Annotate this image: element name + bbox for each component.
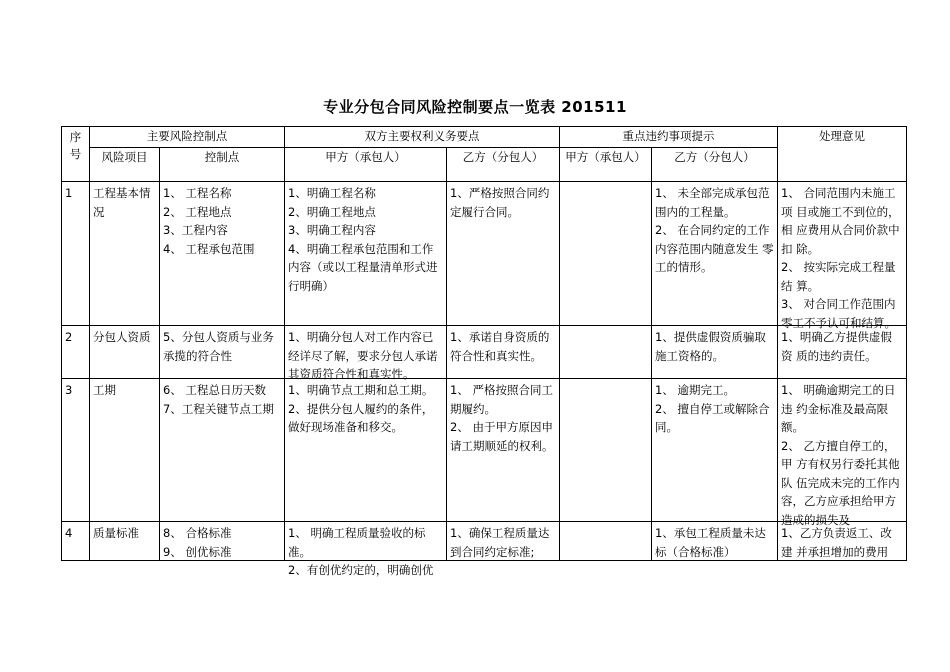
- table-row: [62, 522, 907, 561]
- opinion-cell: [778, 326, 907, 379]
- cell-line: 1、 合同范围内未施工项 目或施工不到位的，相 应费用从合同价款中扣 除。: [781, 186, 900, 256]
- cell-line: 1、 明确工程质量验收的标准。: [288, 526, 426, 559]
- cell-line: 2、 工程地点: [163, 204, 232, 219]
- risk-item-cell: [90, 182, 160, 326]
- header-main-risk-points: 主要风险控制点: [90, 127, 285, 148]
- cell-line: 2、 乙方擅自停工的，甲 方有权另行委托其他队 伍完成未完的工作内 容，乙方应承担给甲方 造成的损失及: [781, 438, 900, 527]
- cell-line: 1、乙方负责返工、改建 并承担增加的费用: [781, 526, 892, 559]
- risk-item-cell: [90, 326, 160, 379]
- party-b-cell: [447, 182, 560, 326]
- seq-cell: [62, 379, 90, 522]
- party-a-cell: [285, 182, 447, 326]
- party-a-cell: [285, 379, 447, 522]
- control-point-cell: [160, 379, 285, 522]
- risk-item-cell: [90, 522, 160, 561]
- table-row: [62, 379, 907, 522]
- party-b-cell: [447, 522, 560, 561]
- header-handling-opinion: 处理意见: [778, 127, 907, 182]
- cell-text: 工期: [93, 383, 116, 397]
- party-a-cell: [285, 522, 447, 577]
- cell-text: 2: [65, 330, 73, 344]
- cell-line: 2、 由于甲方原因申 请工期顺延的权利。: [450, 420, 554, 453]
- cell-line: 1、 逾期完工。: [655, 383, 735, 397]
- control-point-cell: [160, 522, 285, 561]
- cell-line: 1、严格按照合同约定履行合同。: [450, 186, 550, 219]
- header-key-breach: 重点违约事项提示: [560, 127, 778, 148]
- cell-line: 4、明确工程承包范围和工作内容（或以工程量清单形式进 行明确）: [288, 241, 438, 293]
- risk-item-cell: [90, 379, 160, 522]
- header-control-point: 控制点: [160, 148, 285, 182]
- header-rights-obligations: 双方主要权利义务要点: [285, 127, 560, 148]
- breach-party-b-cell: [652, 522, 778, 561]
- cell-line: 1、 未全部完成承包范 围内的工程量。: [655, 186, 770, 219]
- seq-cell: [62, 326, 90, 379]
- breach-party-b-cell: [652, 379, 778, 522]
- cell-text: 分包人资质: [93, 330, 151, 344]
- header-risk-item: 风险项目: [90, 148, 160, 182]
- seq-cell: [62, 522, 90, 561]
- cell-line: 1、 工程名称: [163, 186, 232, 200]
- cell-line: 1、明确节点工期和总工期。: [288, 383, 434, 397]
- cell-line: 3、 对合同工作范围内零工不予认可和结算。: [781, 297, 896, 330]
- cell-line: 2、有创优约定的，明确创优: [288, 563, 434, 577]
- header-row-1: [62, 127, 907, 148]
- seq-cell: [62, 182, 90, 326]
- cell-line: 1、确保工程质量达到合同约定标准;: [450, 526, 550, 559]
- cell-line: 1、明确乙方提供虚假资 质的违约责任。: [781, 330, 892, 363]
- risk-control-table: [61, 126, 907, 577]
- header-party-a: 甲方（承包人）: [285, 148, 447, 182]
- breach-party-b-cell: [652, 326, 778, 379]
- cell-line: 1、明确分包人对工作内容已经详尽了解，要求分包人承诺 其资质符合性和真实性。: [288, 330, 438, 381]
- cell-line: 2、 擅自停工或解除合 同。: [655, 401, 770, 434]
- cell-line: 1、明确工程名称: [288, 186, 376, 200]
- opinion-cell: [778, 182, 907, 330]
- breach-party-a-cell: [560, 522, 652, 561]
- cell-text: 质量标准: [93, 526, 139, 540]
- cell-line: 8、 合格标准: [163, 526, 232, 540]
- table-row: [62, 326, 907, 379]
- party-a-cell: [285, 326, 447, 379]
- cell-line: 1、提供虚假资质骗取施工资格的。: [655, 330, 766, 363]
- cell-text: 1: [65, 186, 73, 200]
- cell-line: 1、承包工程质量未达标（合格标准）: [655, 526, 766, 559]
- header-seq: 序号: [62, 127, 90, 182]
- header-breach-party-a: 甲方（承包人）: [560, 148, 652, 182]
- cell-line: 2、 在合同约定的工作 内容范围内随意发生 零工的情形。: [655, 223, 774, 274]
- cell-line: 3、工程内容: [163, 223, 228, 237]
- breach-party-a-cell: [560, 182, 652, 326]
- breach-party-a-cell: [560, 326, 652, 379]
- table-row: [62, 182, 907, 326]
- party-b-cell: [447, 379, 560, 522]
- breach-party-a-cell: [560, 379, 652, 522]
- cell-line: 2、 按实际完成工程量结 算。: [781, 260, 896, 293]
- cell-line: 1、承诺自身资质的符合性和真实性。: [450, 330, 550, 363]
- opinion-cell: [778, 522, 907, 561]
- cell-line: 6、 工程总日历天数: [163, 383, 266, 397]
- cell-line: 4、 工程承包范围: [163, 241, 255, 256]
- cell-line: 9、 创优标准: [163, 544, 232, 559]
- cell-text: 4: [65, 526, 73, 540]
- control-point-cell: [160, 182, 285, 326]
- cell-line: 7、工程关键节点工期: [163, 401, 274, 416]
- cell-line: 1、 明确逾期完工的日违 约金标准及最高限额。: [781, 383, 896, 434]
- header-party-b: 乙方（分包人）: [447, 148, 560, 182]
- party-b-cell: [447, 326, 560, 379]
- page-title: 专业分包合同风险控制要点一览表 201511: [323, 98, 627, 116]
- cell-line: 1、 严格按照合同工 期履约。: [450, 383, 553, 416]
- breach-party-b-cell: [652, 182, 778, 326]
- cell-line: 5、分包人资质与业务承揽的符合性: [163, 330, 274, 363]
- cell-line: 2、明确工程地点: [288, 204, 376, 219]
- header-breach-party-b: 乙方（分包人）: [652, 148, 778, 182]
- control-point-cell: [160, 326, 285, 379]
- opinion-cell: [778, 379, 907, 527]
- cell-text: 3: [65, 383, 73, 397]
- cell-line: 3、明确工程内容: [288, 223, 376, 237]
- cell-text: 工程基本情况: [93, 186, 151, 219]
- cell-line: 2、提供分包人履约的条件，做好现场准备和移交。: [288, 401, 434, 434]
